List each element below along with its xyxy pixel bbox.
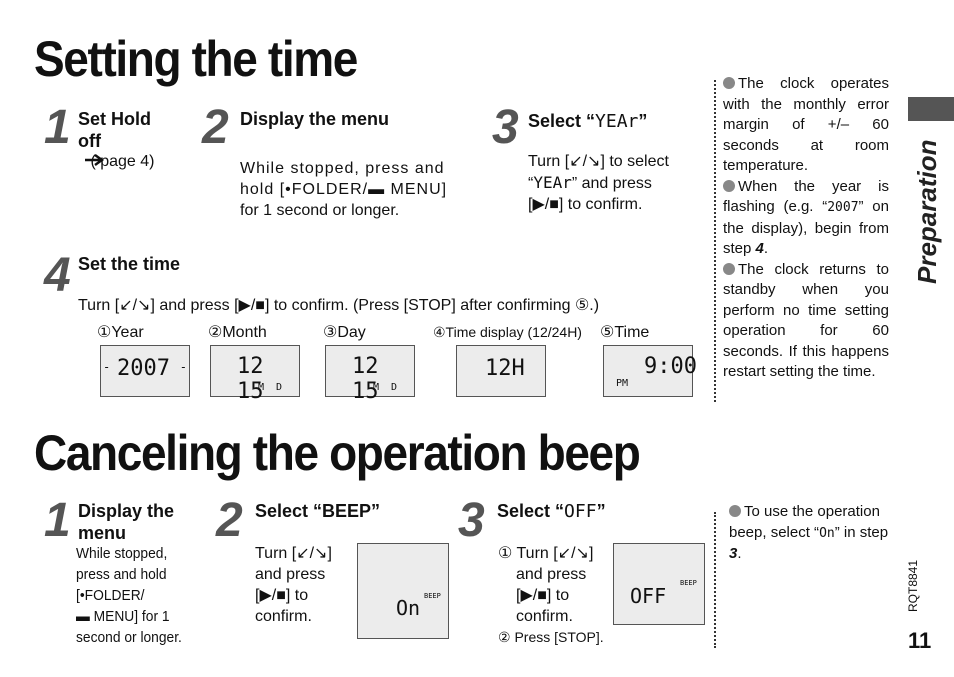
lcd-time-display xyxy=(456,345,546,397)
step-body: Turn [↙/↘] and press [▶/■] to confirm. (Press [STOP] after confirming ⑤.) xyxy=(78,297,600,314)
lcd-tag: BEEP xyxy=(424,592,441,600)
lcd-year xyxy=(100,345,190,397)
lcd-value: 12 15 xyxy=(237,354,264,404)
bullet-icon: • xyxy=(285,181,292,198)
step-number: 3 xyxy=(458,494,485,547)
section-label: Preparation xyxy=(912,139,942,284)
jog-dial-icon: ↙/↘ xyxy=(557,545,589,562)
page-reference: ( page 4) xyxy=(78,151,155,172)
lcd-sub: M D xyxy=(258,382,283,393)
step-title: Select “YEAr” xyxy=(528,111,648,132)
note-item: The clock returns to standby when you perform no time setting operation for 60 seconds. If this happens restart setting the time. xyxy=(723,260,889,380)
gray-dot-icon xyxy=(723,180,735,192)
play-stop-icon: ▶/■ xyxy=(532,196,559,213)
display-label-time-display: ④Time display (12/24H) xyxy=(433,324,582,340)
note-item: To use the operation beep, select “On” in step 3. xyxy=(729,503,889,562)
flash-icon: - xyxy=(179,360,187,374)
dash-icon: ▬ xyxy=(368,181,386,198)
dash-icon: ▬ xyxy=(76,608,90,625)
lcd-value: 9:00 xyxy=(644,354,697,379)
note-item: When the year is flashing (e.g. “2007” on the display), begin from step 4. xyxy=(723,177,889,257)
step-body: Turn [↙/↘] to select “YEAr” and press [▶/■] to confirm. xyxy=(528,153,669,213)
display-label-day: ③Day xyxy=(323,324,366,341)
column-divider xyxy=(714,80,716,402)
bullet-icon: • xyxy=(79,587,85,604)
step-title: Display the menu xyxy=(240,109,390,129)
display-label-month: ②Month xyxy=(208,324,267,341)
lcd-tag: BEEP xyxy=(680,579,697,587)
step-number: 3 xyxy=(492,101,519,154)
lcd-beep-on xyxy=(357,543,449,639)
lcd-value: 12 15 xyxy=(352,354,379,404)
jog-dial-icon: ↙/↘ xyxy=(569,153,601,170)
step-number: 1 xyxy=(44,101,71,154)
document-code: RQT8841 xyxy=(906,559,920,612)
step-body: Turn [↙/↘] and press [▶/■] to confirm. xyxy=(255,545,332,625)
display-label-time: ⑤Time xyxy=(600,324,650,341)
step-title: Select “BEEP” xyxy=(255,501,381,521)
display-label-year: ①Year xyxy=(97,324,144,341)
gray-dot-icon xyxy=(723,263,735,275)
play-stop-icon: ▶/■ xyxy=(238,297,265,314)
page-title: Setting the time xyxy=(34,31,357,87)
lcd-sub: PM xyxy=(616,378,629,389)
note-item: The clock operates with the monthly error margin of +/– 60 seconds at room temperature. xyxy=(723,75,889,174)
lcd-beep-off xyxy=(613,543,705,625)
step-number: 2 xyxy=(202,101,229,154)
flash-icon: - xyxy=(103,360,111,374)
section-title: Canceling the operation beep xyxy=(34,425,640,481)
lcd-time xyxy=(603,345,697,397)
lcd-value: On xyxy=(396,596,421,620)
step-number: 2 xyxy=(216,494,243,547)
step-number: 1 xyxy=(44,494,71,547)
lcd-month xyxy=(210,345,300,404)
section-tab xyxy=(908,97,954,121)
notes-list xyxy=(723,74,889,383)
column-divider xyxy=(714,512,716,648)
step-title: Set Hold off xyxy=(78,109,152,151)
lcd-sub: M D xyxy=(373,382,398,393)
play-stop-icon: ▶/■ xyxy=(259,587,286,604)
lcd-day xyxy=(325,345,415,404)
gray-dot-icon xyxy=(729,505,741,517)
play-stop-icon: ▶/■ xyxy=(520,587,547,604)
step-body: While stopped, press and hold [•FOLDER/ ▬ MENU] for 1 second or longer. xyxy=(76,545,182,646)
page-number: 11 xyxy=(908,628,932,653)
lcd-value: 2007 xyxy=(117,356,170,381)
step-body: ① Turn [↙/↘] and press [▶/■] to confirm. ② Press [STOP]. xyxy=(498,545,604,645)
step-title: Set the time xyxy=(78,254,181,274)
jog-dial-icon: ↙/↘ xyxy=(119,297,151,314)
step-title: Select “OFF” xyxy=(497,501,606,522)
gray-dot-icon xyxy=(723,77,735,89)
lcd-value: OFF xyxy=(630,584,667,608)
jog-dial-icon: ↙/↘ xyxy=(296,545,328,562)
step-number: 4 xyxy=(44,249,71,302)
step-title: Display the menu xyxy=(78,501,175,543)
step-body: While stopped, press and hold [•FOLDER/▬ MENU] for 1 second or longer. xyxy=(240,160,448,219)
lcd-value: 12H xyxy=(485,356,525,381)
